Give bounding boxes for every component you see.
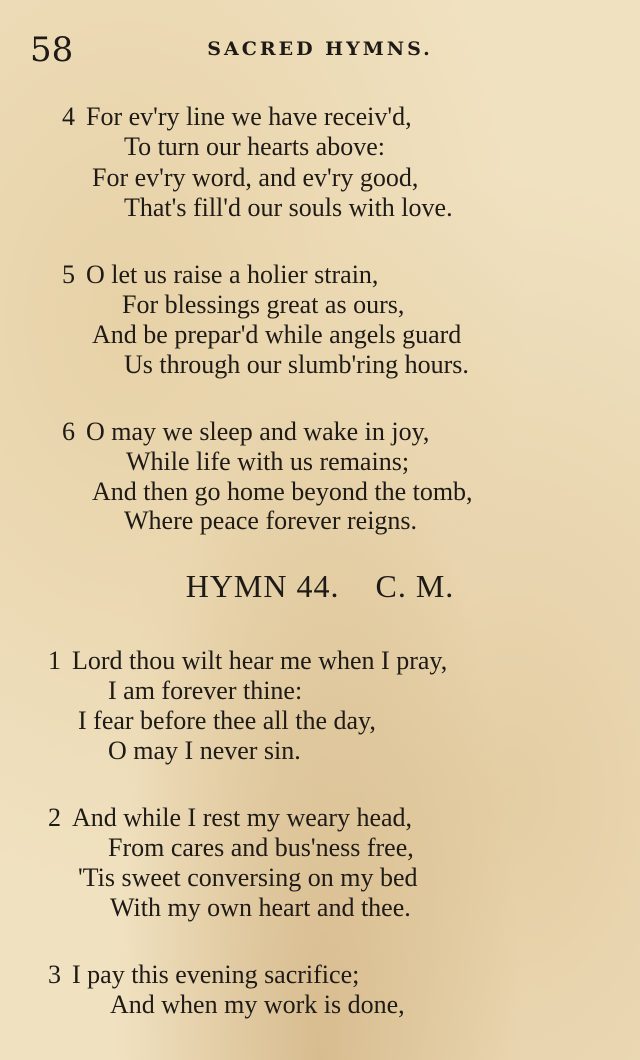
verse-line: And when my work is done, [110,990,405,1019]
verse-line: I fear before thee all the day, [78,706,376,735]
verse-line: For ev'ry word, and ev'ry good, [92,163,419,192]
verse-line: Us through our slumb'ring hours. [124,350,469,379]
verse-line: I am forever thine: [108,676,303,705]
verse-line: 6 O may we sleep and wake in joy, [62,417,430,446]
verse-line: O may I never sin. [108,736,301,765]
verse-number: 3 [48,960,61,989]
verse-line: 2 And while I rest my weary head, [48,803,413,832]
verse-line: For blessings great as ours, [122,290,405,319]
verse-line: And then go home beyond the tomb, [92,477,473,506]
verse-line: 4 For ev'ry line we have receiv'd, [62,102,412,131]
verse-line: While life with us remains; [126,447,410,476]
verse-line: And be prepar'd while angels guard [92,320,462,349]
verse-line: 5 O let us raise a holier strain, [62,260,379,289]
page-number: 58 [30,30,74,70]
verse-number: 1 [48,646,61,675]
verse-line: 3 I pay this evening sacrifice; [48,960,360,989]
verse-number: 4 [62,102,75,131]
verse-line: With my own heart and thee. [110,893,411,922]
verse-number: 2 [48,803,61,832]
page-header [0,30,640,70]
verse-number: 6 [62,417,75,446]
verse-line: From cares and bus'ness free, [108,833,414,862]
verse-line: That's fill'd our souls with love. [124,193,453,222]
verse-number: 5 [62,260,75,289]
verse-line: Where peace forever reigns. [124,506,418,535]
hymn-title: HYMN 44. C. M. [185,568,455,604]
running-title: SACRED HYMNS. [207,38,433,60]
verse-line: To turn our hearts above: [124,132,385,161]
verse-line: 1 Lord thou wilt hear me when I pray, [48,646,448,675]
verse-line: 'Tis sweet conversing on my bed [78,863,418,892]
